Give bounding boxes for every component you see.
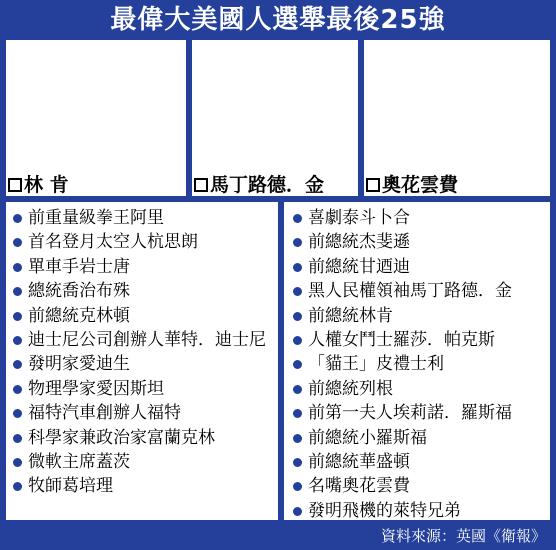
nominee-list-right [290,206,546,523]
photo-panel-lincoln [6,40,186,196]
bullet-dot-icon [13,263,22,272]
bullet-dot-icon [293,312,302,321]
bullet-dot-icon [13,482,22,491]
list-item [290,304,546,328]
bullet-dot-icon [13,409,22,418]
list-item [290,499,546,523]
bullet-dot-icon [293,214,302,223]
panel-label-text: 林 肯 [24,174,69,196]
bullet-dot-icon [293,238,302,247]
bullet-dot-icon [13,458,22,467]
bullet-dot-icon [293,263,302,272]
list-item [10,426,278,450]
list-item-text: 物理學家愛因斯坦 [28,378,164,399]
bullet-dot-icon [13,312,22,321]
list-item-text: 人權女鬥士羅莎．帕克斯 [308,330,495,351]
bullet-dot-icon [293,385,302,394]
list-item [290,328,546,352]
list-item [290,230,546,254]
photo-panel-winfrey [364,40,550,196]
list-item-text: 總統喬治布殊 [28,281,130,302]
list-item [10,352,278,376]
source-credit: 資料來源：英國《衛報》 [380,527,546,545]
photo-panel-king [192,40,358,196]
list-item-text: 喜劇泰斗卜合 [308,208,410,228]
list-item-text: 黑人民權領袖馬丁路德．金 [308,281,512,302]
bullet-dot-icon [293,482,302,491]
list-item-text: 牧師葛培理 [28,476,113,497]
list-item [10,377,278,401]
list-item [10,474,278,498]
list-item-text: 發明家愛迪生 [28,354,130,375]
nominee-list-left [10,206,278,499]
list-item-text: 前總統杰斐遜 [308,232,410,253]
list-item [290,206,546,230]
list-item-text: 前總統甘迺迪 [308,256,410,277]
column-divider [278,202,284,520]
list-item-text: 微軟主席蓋茨 [28,452,130,473]
list-item [290,401,546,425]
bullet-dot-icon [293,360,302,369]
bullet-dot-icon [293,409,302,418]
bullet-dot-icon [293,336,302,345]
bullet-dot-icon [13,287,22,296]
list-item-text: 前總統列根 [308,378,393,399]
list-item [10,279,278,303]
list-item [10,304,278,328]
list-item-text: 福特汽車創辦人福特 [28,403,181,424]
list-item [290,426,546,450]
list-item [290,377,546,401]
list-item-text: 名嘴奧花雲費 [308,476,410,497]
list-item [10,230,278,254]
list-item-text: 前重量級拳王阿里 [28,208,164,228]
bullet-dot-icon [293,287,302,296]
panel-caption [8,174,69,196]
panel-label-text: 馬丁路德．金 [210,174,325,196]
panel-caption [194,174,324,196]
list-item [10,450,278,474]
bullet-dot-icon [13,360,22,369]
list-item-text: 首名登月太空人杭思朗 [28,232,198,253]
bullet-dot-icon [13,336,22,345]
list-item-text: 前總統華盛頓 [308,452,410,473]
page-title: 最偉大美國人選舉最後25強 [110,5,446,35]
bullet-dot-icon [13,238,22,247]
bullet-dot-icon [293,507,302,516]
list-item-text: 前總統林肯 [308,305,393,326]
checkbox-square-icon [8,178,22,192]
bullet-dot-icon [13,434,22,443]
list-item-text: 科學家兼政治家富蘭克林 [28,427,215,448]
list-item [10,401,278,425]
list-item-text: 發明飛機的萊特兄弟 [308,500,461,521]
list-item [290,352,546,376]
list-item-text: 迪士尼公司創辦人華特．迪士尼 [28,330,266,351]
list-item-text: 前第一夫人埃莉諾．羅斯福 [308,403,512,424]
checkbox-square-icon [194,178,208,192]
list-item-text: 「貓王」皮禮士利 [308,354,444,375]
panel-caption [366,174,458,196]
bullet-dot-icon [293,434,302,443]
panel-label-text: 奧花雲費 [382,174,459,196]
list-item [290,279,546,303]
list-item [10,255,278,279]
bullet-dot-icon [13,214,22,223]
list-item [290,474,546,498]
bullet-dot-icon [13,385,22,394]
checkbox-square-icon [366,178,380,192]
list-item [10,328,278,352]
list-item [290,255,546,279]
list-item [10,206,278,230]
bullet-dot-icon [293,458,302,467]
list-item [290,450,546,474]
list-item-text: 單車手岩士唐 [28,256,130,277]
list-item-text: 前總統小羅斯福 [308,427,427,448]
list-item-text: 前總統克林頓 [28,305,130,326]
